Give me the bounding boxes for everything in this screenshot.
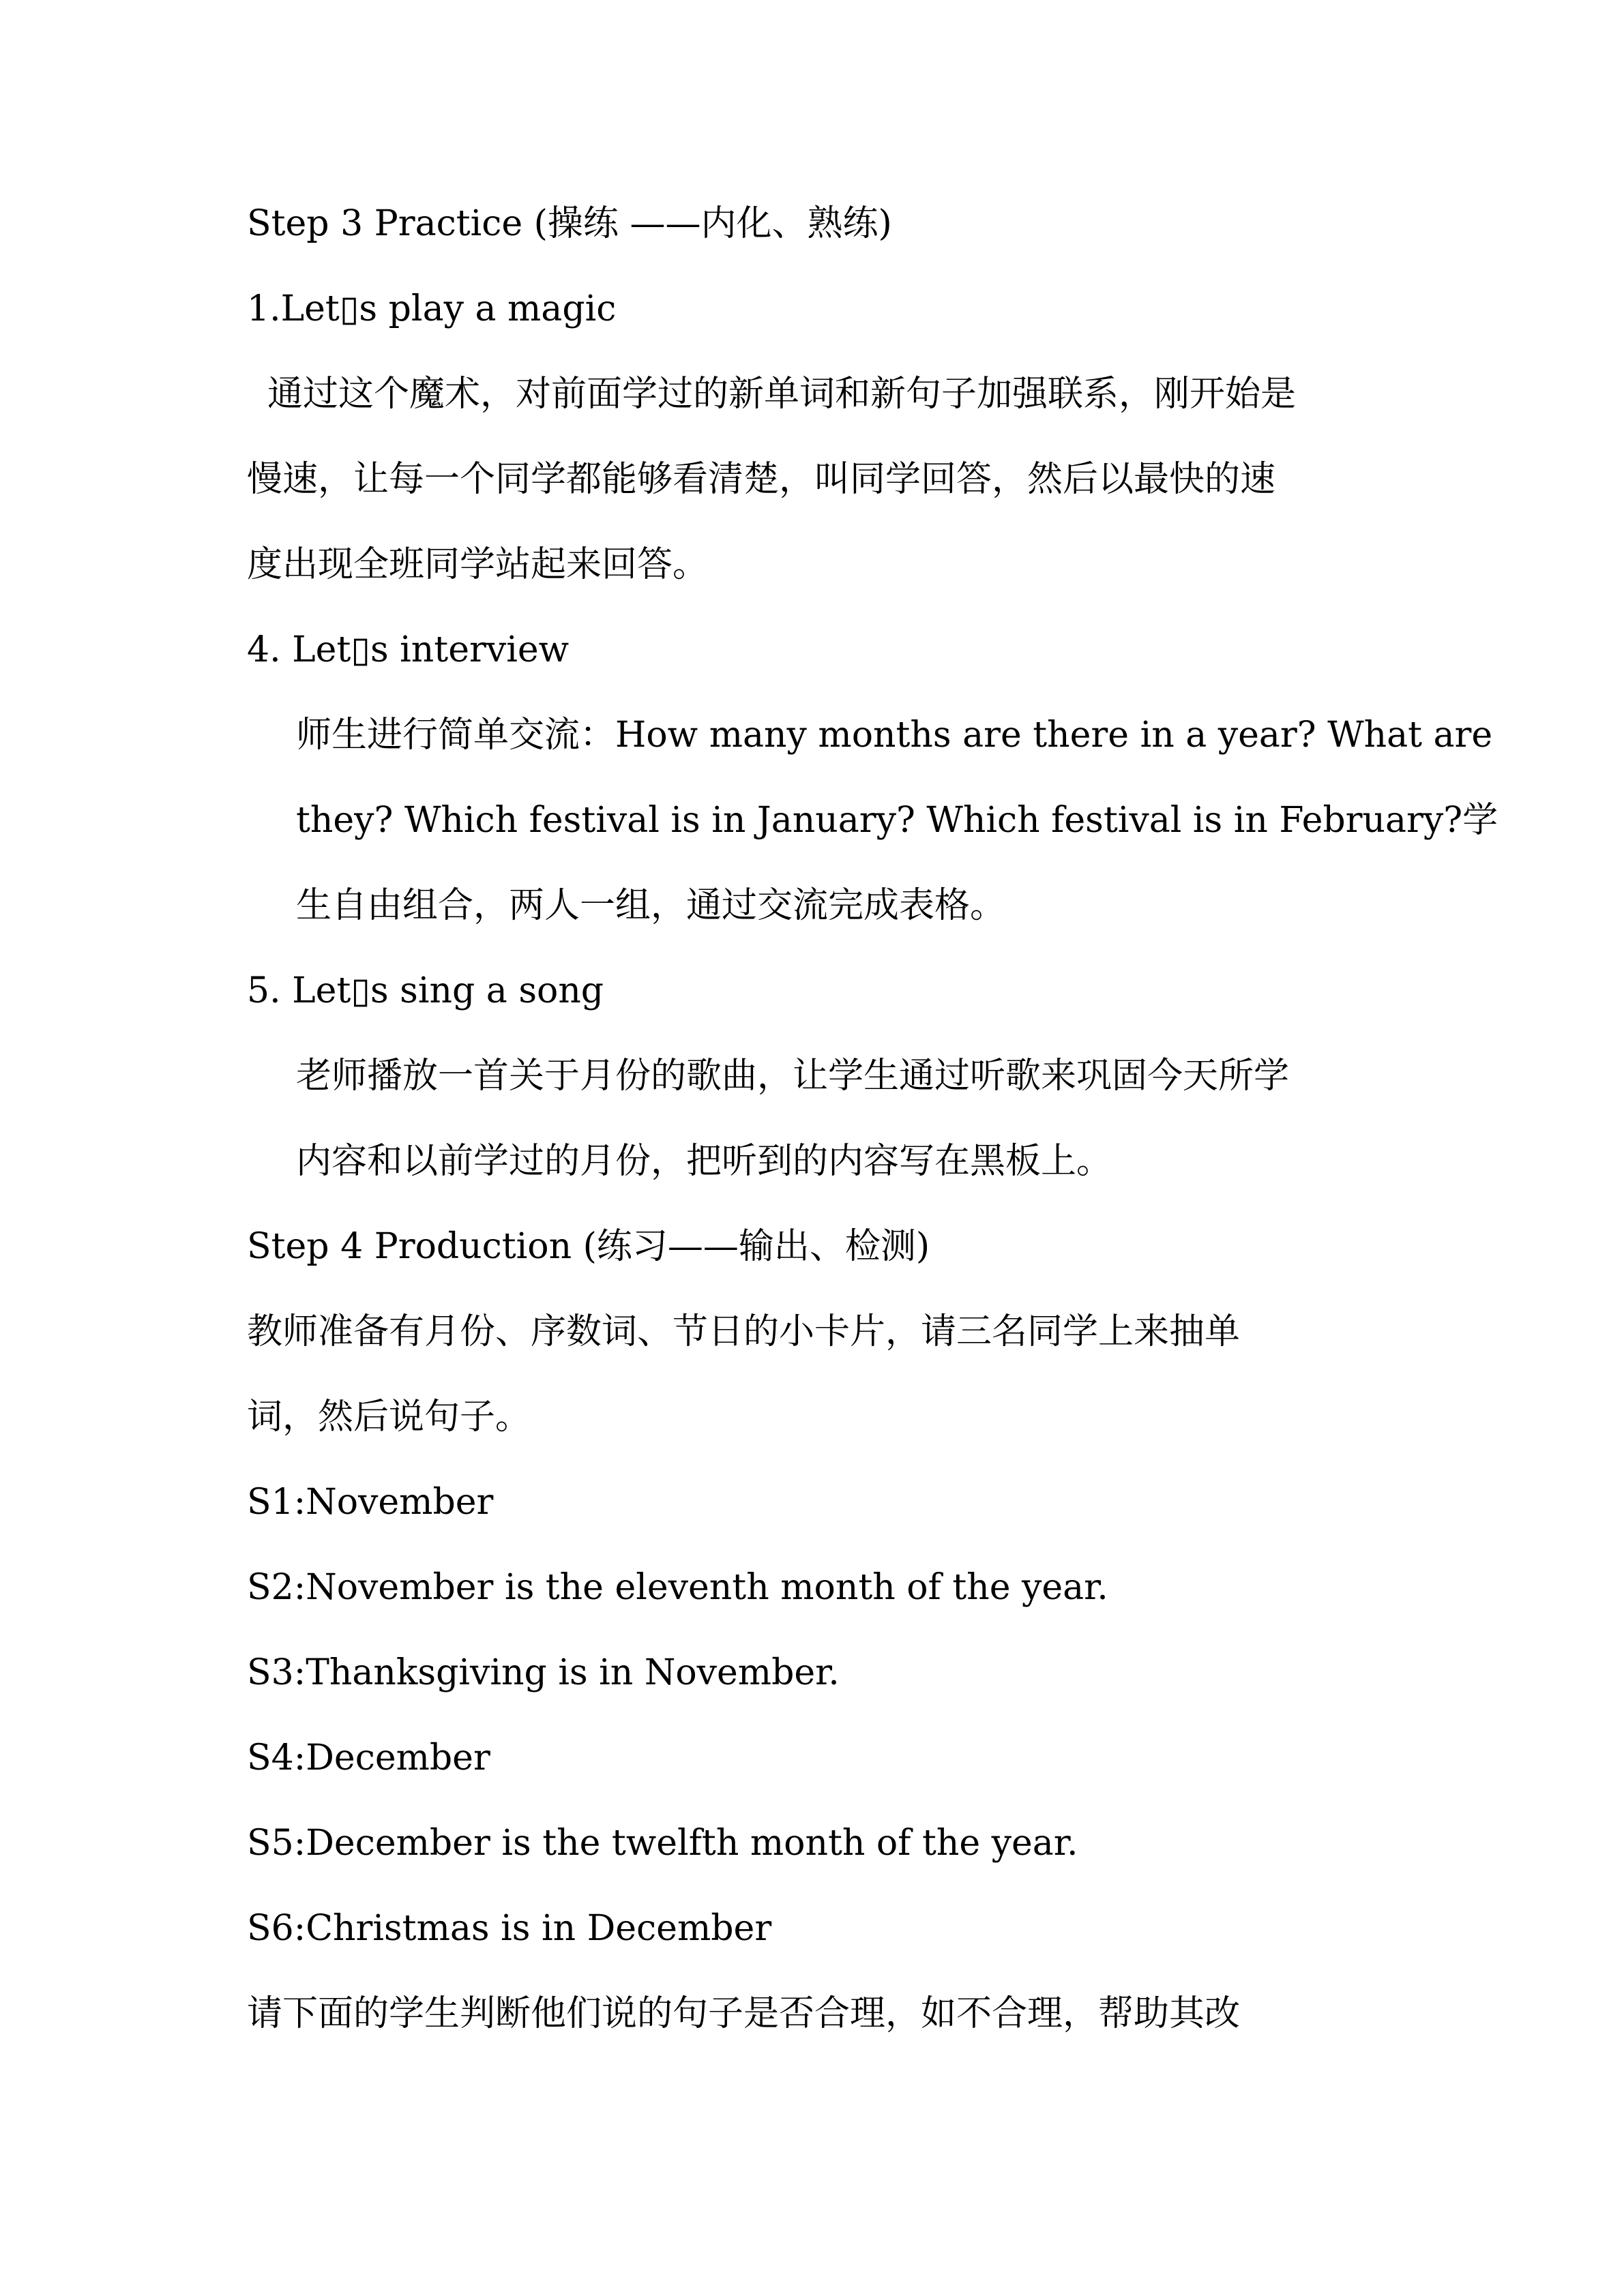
student-sentence-s5: S5:December is the twelfth month of the year. (247, 1823, 1078, 1864)
practice-item-5-title: 5. Let▯s sing a song (247, 970, 604, 1011)
judgement-instruction-line: 请下面的学生判断他们说的句子是否合理，如不合理，帮助其改 (247, 1993, 1241, 2034)
interview-description-line-2: they? Which festival is in January? Which festival is in February?学 (296, 800, 1498, 841)
step3-heading: Step 3 Practice (操练 ——内化、熟练) (247, 203, 892, 244)
student-sentence-s3: S3:Thanksgiving is in November. (247, 1652, 840, 1693)
song-description-line-1: 老师播放一首关于月份的歌曲，让学生通过听歌来巩固今天所学 (296, 1056, 1290, 1097)
interview-description-line-3: 生自由组合，两人一组，通过交流完成表格。 (296, 885, 1006, 926)
student-sentence-s4: S4:December (247, 1738, 490, 1778)
production-description-line-2: 词，然后说句子。 (247, 1397, 531, 1437)
practice-item-1-title: 1.Let▯s play a magic (247, 288, 617, 329)
document-body (247, 203, 1498, 2078)
magic-description-line-1: 通过这个魔术，对前面学过的新单词和新句子加强联系，刚开始是 (267, 374, 1297, 415)
interview-description-line-1: 师生进行简单交流：How many months are there in a year? What are (296, 715, 1493, 756)
magic-description-line-2: 慢速，让每一个同学都能够看清楚，叫同学回答，然后以最快的速 (247, 459, 1276, 500)
student-sentence-s6: S6:Christmas is in December (247, 1908, 772, 1949)
magic-description-line-3: 度出现全班同学站起来回答。 (247, 544, 709, 585)
student-sentence-s1: S1:November (247, 1482, 494, 1523)
production-description-line-1: 教师准备有月份、序数词、节日的小卡片，请三名同学上来抽单 (247, 1311, 1241, 1352)
step4-heading: Step 4 Production (练习——输出、检测) (247, 1226, 930, 1267)
song-description-line-2: 内容和以前学过的月份，把听到的内容写在黑板上。 (296, 1141, 1112, 1182)
student-sentence-s2: S2:November is the eleventh month of the year. (247, 1567, 1108, 1608)
practice-item-4-title: 4. Let▯s interview (247, 629, 570, 670)
